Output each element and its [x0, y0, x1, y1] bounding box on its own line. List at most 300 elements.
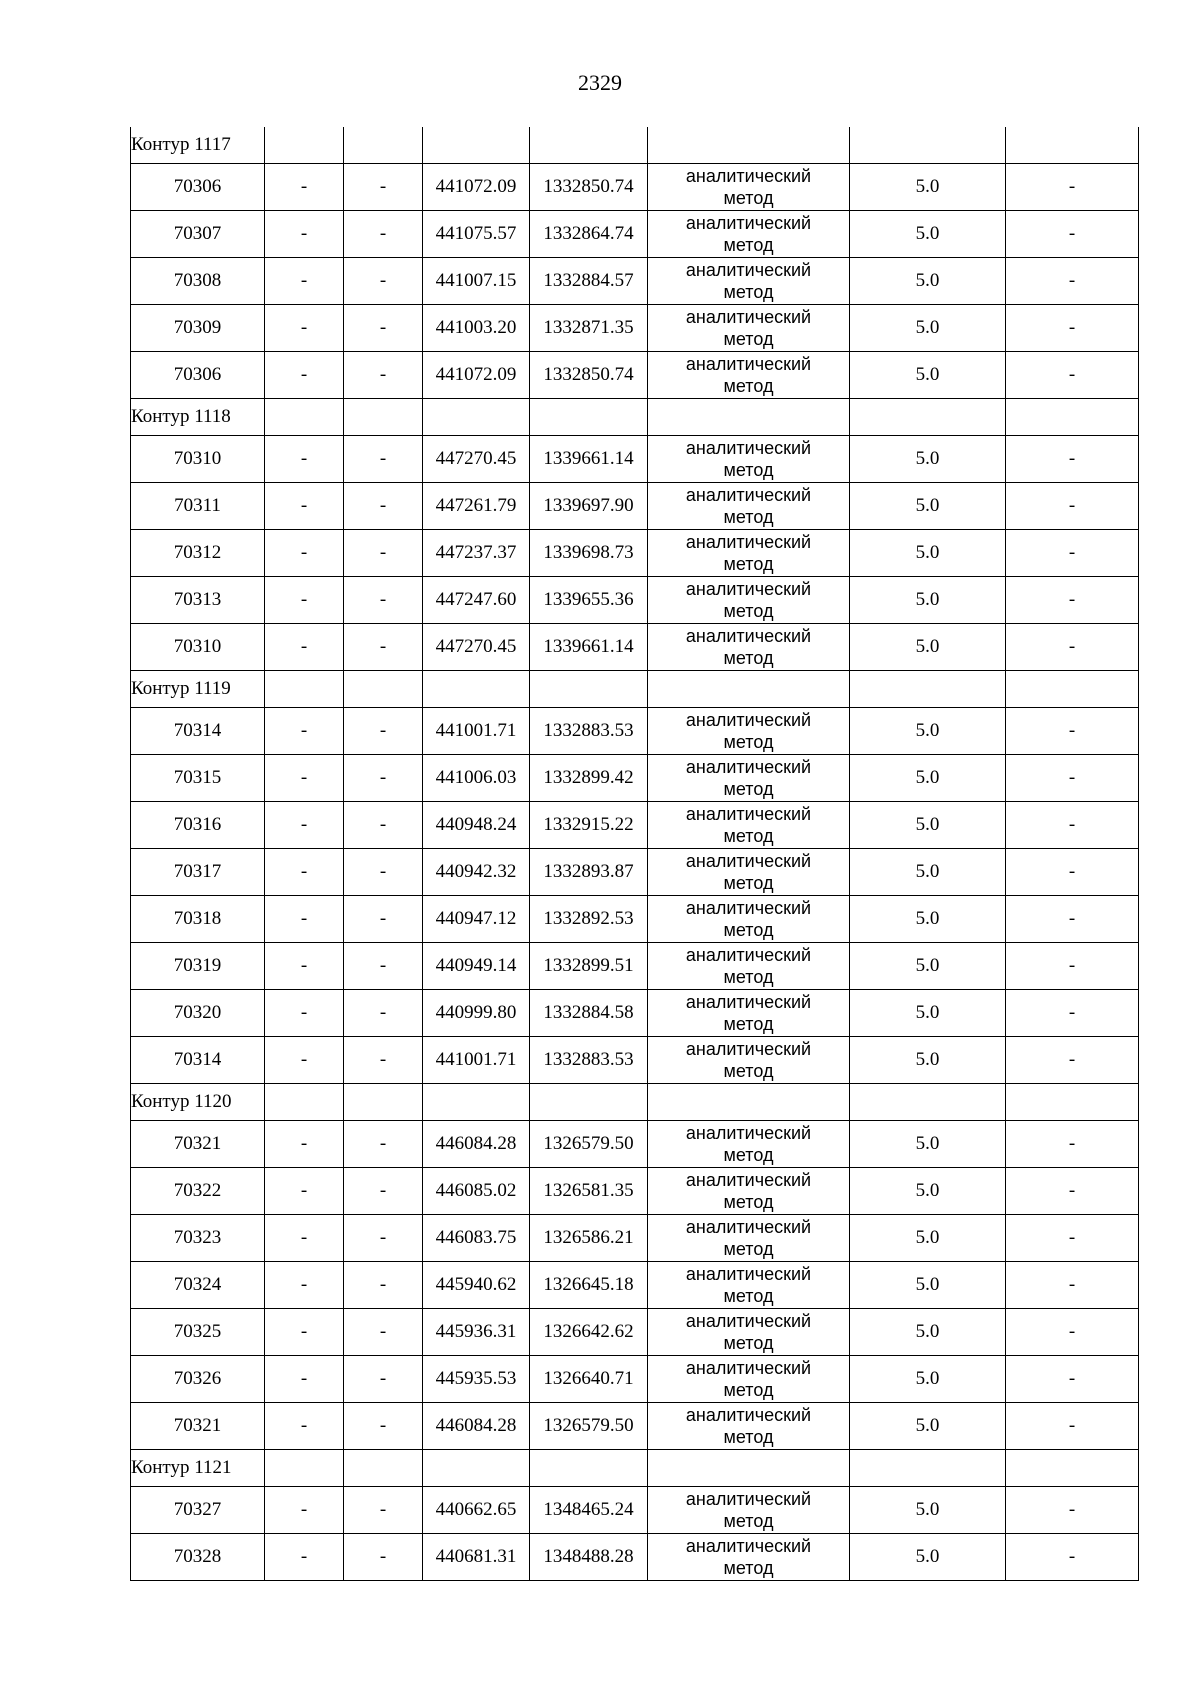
- table-row: [131, 530, 1139, 577]
- col2-cell: -: [265, 1487, 344, 1534]
- method-text-line: метод: [723, 873, 774, 893]
- point-id-cell: 70320: [131, 990, 265, 1037]
- description-cell: -: [1006, 896, 1139, 943]
- col3-cell: -: [344, 1121, 423, 1168]
- empty-cell: [1006, 127, 1139, 164]
- description-cell: -: [1006, 708, 1139, 755]
- description-cell: -: [1006, 943, 1139, 990]
- table-row: [131, 1356, 1139, 1403]
- empty-cell: [530, 127, 648, 164]
- description-cell: -: [1006, 483, 1139, 530]
- y-coordinate-cell: 1332883.53: [530, 1037, 648, 1084]
- empty-cell: [423, 1450, 530, 1487]
- empty-cell: [530, 1450, 648, 1487]
- point-id-cell: 70328: [131, 1534, 265, 1581]
- table-row: [131, 896, 1139, 943]
- description-cell: -: [1006, 990, 1139, 1037]
- col3-cell: -: [344, 577, 423, 624]
- description-cell: -: [1006, 1168, 1139, 1215]
- col2-cell: -: [265, 624, 344, 671]
- method-text-line: аналитический: [685, 626, 812, 646]
- description-cell: -: [1006, 1262, 1139, 1309]
- method-text-line: аналитический: [685, 260, 812, 280]
- accuracy-cell: 5.0: [850, 849, 1006, 896]
- col3-cell: -: [344, 1403, 423, 1450]
- method-cell: [648, 896, 850, 943]
- method-text-line: аналитический: [685, 710, 812, 730]
- y-coordinate-cell: 1332899.42: [530, 755, 648, 802]
- description-cell: -: [1006, 305, 1139, 352]
- table-row: [131, 1037, 1139, 1084]
- empty-cell: [648, 1084, 850, 1121]
- method-cell: [648, 305, 850, 352]
- point-id-cell: 70317: [131, 849, 265, 896]
- method-text-line: метод: [723, 1558, 774, 1578]
- empty-cell: [648, 127, 850, 164]
- method-text-line: метод: [723, 188, 774, 208]
- method-text-line: аналитический: [685, 1358, 812, 1378]
- method-text-line: метод: [723, 1239, 774, 1259]
- method-text-line: аналитический: [685, 1217, 812, 1237]
- method-cell: [648, 990, 850, 1037]
- table-row: [131, 755, 1139, 802]
- x-coordinate-cell: 445936.31: [423, 1309, 530, 1356]
- x-coordinate-cell: 447261.79: [423, 483, 530, 530]
- y-coordinate-cell: 1326581.35: [530, 1168, 648, 1215]
- col3-cell: -: [344, 755, 423, 802]
- method-text-line: аналитический: [685, 1405, 812, 1425]
- empty-cell: [423, 671, 530, 708]
- table-body: [131, 127, 1139, 1581]
- description-cell: -: [1006, 352, 1139, 399]
- accuracy-cell: 5.0: [850, 1168, 1006, 1215]
- accuracy-cell: 5.0: [850, 1403, 1006, 1450]
- x-coordinate-cell: 441003.20: [423, 305, 530, 352]
- method-text-line: метод: [723, 1014, 774, 1034]
- empty-cell: [850, 1450, 1006, 1487]
- method-cell: [648, 1534, 850, 1581]
- contour-label: Контур 1119: [131, 671, 265, 708]
- method-text-line: метод: [723, 1061, 774, 1081]
- col3-cell: -: [344, 305, 423, 352]
- method-cell: [648, 483, 850, 530]
- table-row: [131, 802, 1139, 849]
- y-coordinate-cell: 1339698.73: [530, 530, 648, 577]
- method-cell: [648, 1037, 850, 1084]
- method-cell: [648, 849, 850, 896]
- col3-cell: -: [344, 1356, 423, 1403]
- x-coordinate-cell: 447270.45: [423, 624, 530, 671]
- method-cell: [648, 164, 850, 211]
- method-cell: [648, 436, 850, 483]
- method-text-line: метод: [723, 1427, 774, 1447]
- point-id-cell: 70325: [131, 1309, 265, 1356]
- col3-cell: -: [344, 258, 423, 305]
- table-row: [131, 849, 1139, 896]
- description-cell: -: [1006, 1037, 1139, 1084]
- accuracy-cell: 5.0: [850, 1215, 1006, 1262]
- table-row: [131, 1534, 1139, 1581]
- empty-cell: [850, 671, 1006, 708]
- contour-label: Контур 1120: [131, 1084, 265, 1121]
- col3-cell: -: [344, 849, 423, 896]
- method-text-line: аналитический: [685, 804, 812, 824]
- table-row: [131, 1215, 1139, 1262]
- col2-cell: -: [265, 896, 344, 943]
- col2-cell: -: [265, 305, 344, 352]
- col3-cell: -: [344, 943, 423, 990]
- table-row: [131, 258, 1139, 305]
- y-coordinate-cell: 1332850.74: [530, 164, 648, 211]
- table-row: [131, 305, 1139, 352]
- table-row: [131, 352, 1139, 399]
- point-id-cell: 70314: [131, 1037, 265, 1084]
- empty-cell: [1006, 399, 1139, 436]
- col3-cell: -: [344, 1168, 423, 1215]
- point-id-cell: 70324: [131, 1262, 265, 1309]
- method-text-line: аналитический: [685, 851, 812, 871]
- col3-cell: -: [344, 708, 423, 755]
- method-text-line: метод: [723, 1333, 774, 1353]
- method-text-line: аналитический: [685, 898, 812, 918]
- col2-cell: -: [265, 1309, 344, 1356]
- y-coordinate-cell: 1339697.90: [530, 483, 648, 530]
- accuracy-cell: 5.0: [850, 1487, 1006, 1534]
- point-id-cell: 70306: [131, 352, 265, 399]
- method-text-line: аналитический: [685, 992, 812, 1012]
- description-cell: -: [1006, 211, 1139, 258]
- table-row: [131, 211, 1139, 258]
- y-coordinate-cell: 1326579.50: [530, 1403, 648, 1450]
- description-cell: -: [1006, 1121, 1139, 1168]
- accuracy-cell: 5.0: [850, 164, 1006, 211]
- description-cell: -: [1006, 164, 1139, 211]
- accuracy-cell: 5.0: [850, 258, 1006, 305]
- col2-cell: -: [265, 802, 344, 849]
- table-row: [131, 577, 1139, 624]
- empty-cell: [265, 671, 344, 708]
- method-cell: [648, 1487, 850, 1534]
- accuracy-cell: 5.0: [850, 1121, 1006, 1168]
- method-text-line: метод: [723, 507, 774, 527]
- empty-cell: [265, 1450, 344, 1487]
- y-coordinate-cell: 1332892.53: [530, 896, 648, 943]
- empty-cell: [1006, 1450, 1139, 1487]
- contour-label: Контур 1118: [131, 399, 265, 436]
- x-coordinate-cell: 440662.65: [423, 1487, 530, 1534]
- method-cell: [648, 1215, 850, 1262]
- point-id-cell: 70321: [131, 1121, 265, 1168]
- method-text-line: метод: [723, 648, 774, 668]
- empty-cell: [423, 1084, 530, 1121]
- point-id-cell: 70319: [131, 943, 265, 990]
- empty-cell: [344, 671, 423, 708]
- method-text-line: аналитический: [685, 1311, 812, 1331]
- method-text-line: аналитический: [685, 532, 812, 552]
- col2-cell: -: [265, 258, 344, 305]
- method-text-line: метод: [723, 601, 774, 621]
- table-row: [131, 1168, 1139, 1215]
- description-cell: -: [1006, 258, 1139, 305]
- point-id-cell: 70323: [131, 1215, 265, 1262]
- accuracy-cell: 5.0: [850, 896, 1006, 943]
- method-text-line: аналитический: [685, 1039, 812, 1059]
- y-coordinate-cell: 1332884.57: [530, 258, 648, 305]
- accuracy-cell: 5.0: [850, 352, 1006, 399]
- col2-cell: -: [265, 577, 344, 624]
- method-cell: [648, 1356, 850, 1403]
- col2-cell: -: [265, 1215, 344, 1262]
- method-cell: [648, 1403, 850, 1450]
- accuracy-cell: 5.0: [850, 1534, 1006, 1581]
- contour-header-row: [131, 1084, 1139, 1121]
- empty-cell: [850, 399, 1006, 436]
- method-cell: [648, 708, 850, 755]
- empty-cell: [265, 1084, 344, 1121]
- col3-cell: -: [344, 530, 423, 577]
- col2-cell: -: [265, 708, 344, 755]
- x-coordinate-cell: 440949.14: [423, 943, 530, 990]
- empty-cell: [344, 127, 423, 164]
- x-coordinate-cell: 440942.32: [423, 849, 530, 896]
- table-row: [131, 1121, 1139, 1168]
- empty-cell: [530, 1084, 648, 1121]
- table-row: [131, 164, 1139, 211]
- empty-cell: [1006, 671, 1139, 708]
- col2-cell: -: [265, 352, 344, 399]
- method-text-line: аналитический: [685, 1123, 812, 1143]
- method-text-line: метод: [723, 235, 774, 255]
- empty-cell: [530, 671, 648, 708]
- contour-header-row: [131, 1450, 1139, 1487]
- col2-cell: -: [265, 943, 344, 990]
- method-text-line: аналитический: [685, 166, 812, 186]
- empty-cell: [265, 399, 344, 436]
- col2-cell: -: [265, 1168, 344, 1215]
- empty-cell: [265, 127, 344, 164]
- accuracy-cell: 5.0: [850, 624, 1006, 671]
- method-text-line: аналитический: [685, 438, 812, 458]
- x-coordinate-cell: 441072.09: [423, 352, 530, 399]
- page-number: 2329: [578, 70, 622, 95]
- contour-label: Контур 1121: [131, 1450, 265, 1487]
- x-coordinate-cell: 440948.24: [423, 802, 530, 849]
- y-coordinate-cell: 1332915.22: [530, 802, 648, 849]
- col2-cell: -: [265, 1356, 344, 1403]
- col2-cell: -: [265, 1534, 344, 1581]
- point-id-cell: 70310: [131, 436, 265, 483]
- method-cell: [648, 755, 850, 802]
- accuracy-cell: 5.0: [850, 1262, 1006, 1309]
- description-cell: -: [1006, 1487, 1139, 1534]
- method-text-line: аналитический: [685, 307, 812, 327]
- y-coordinate-cell: 1326642.62: [530, 1309, 648, 1356]
- method-cell: [648, 211, 850, 258]
- point-id-cell: 70308: [131, 258, 265, 305]
- y-coordinate-cell: 1339655.36: [530, 577, 648, 624]
- col2-cell: -: [265, 990, 344, 1037]
- col2-cell: -: [265, 1262, 344, 1309]
- col3-cell: -: [344, 1534, 423, 1581]
- point-id-cell: 70318: [131, 896, 265, 943]
- method-cell: [648, 802, 850, 849]
- col3-cell: -: [344, 990, 423, 1037]
- method-text-line: метод: [723, 920, 774, 940]
- x-coordinate-cell: 447270.45: [423, 436, 530, 483]
- description-cell: -: [1006, 1403, 1139, 1450]
- table-row: [131, 483, 1139, 530]
- y-coordinate-cell: 1332871.35: [530, 305, 648, 352]
- x-coordinate-cell: 446083.75: [423, 1215, 530, 1262]
- y-coordinate-cell: 1332864.74: [530, 211, 648, 258]
- method-text-line: метод: [723, 282, 774, 302]
- description-cell: -: [1006, 755, 1139, 802]
- y-coordinate-cell: 1332884.58: [530, 990, 648, 1037]
- method-text-line: метод: [723, 826, 774, 846]
- method-text-line: метод: [723, 1511, 774, 1531]
- col3-cell: -: [344, 1487, 423, 1534]
- method-text-line: аналитический: [685, 757, 812, 777]
- point-id-cell: 70312: [131, 530, 265, 577]
- y-coordinate-cell: 1339661.14: [530, 436, 648, 483]
- point-id-cell: 70306: [131, 164, 265, 211]
- method-cell: [648, 1121, 850, 1168]
- x-coordinate-cell: 440681.31: [423, 1534, 530, 1581]
- table-row: [131, 1403, 1139, 1450]
- x-coordinate-cell: 447237.37: [423, 530, 530, 577]
- accuracy-cell: 5.0: [850, 305, 1006, 352]
- accuracy-cell: 5.0: [850, 211, 1006, 258]
- method-text-line: аналитический: [685, 1489, 812, 1509]
- col3-cell: -: [344, 1262, 423, 1309]
- method-text-line: метод: [723, 967, 774, 987]
- point-id-cell: 70327: [131, 1487, 265, 1534]
- accuracy-cell: 5.0: [850, 943, 1006, 990]
- col2-cell: -: [265, 755, 344, 802]
- method-cell: [648, 258, 850, 305]
- description-cell: -: [1006, 436, 1139, 483]
- method-text-line: аналитический: [685, 579, 812, 599]
- method-text-line: аналитический: [685, 485, 812, 505]
- col3-cell: -: [344, 1309, 423, 1356]
- contour-header-row: [131, 399, 1139, 436]
- col3-cell: -: [344, 164, 423, 211]
- empty-cell: [344, 1084, 423, 1121]
- method-cell: [648, 1168, 850, 1215]
- x-coordinate-cell: 441001.71: [423, 708, 530, 755]
- col3-cell: -: [344, 896, 423, 943]
- col3-cell: -: [344, 1037, 423, 1084]
- table-row: [131, 1487, 1139, 1534]
- empty-cell: [1006, 1084, 1139, 1121]
- accuracy-cell: 5.0: [850, 483, 1006, 530]
- description-cell: -: [1006, 802, 1139, 849]
- coordinates-table: [130, 127, 1139, 1581]
- y-coordinate-cell: 1326586.21: [530, 1215, 648, 1262]
- empty-cell: [850, 1084, 1006, 1121]
- method-cell: [648, 577, 850, 624]
- method-text-line: аналитический: [685, 945, 812, 965]
- method-cell: [648, 1262, 850, 1309]
- x-coordinate-cell: 441001.71: [423, 1037, 530, 1084]
- x-coordinate-cell: 440999.80: [423, 990, 530, 1037]
- point-id-cell: 70315: [131, 755, 265, 802]
- y-coordinate-cell: 1332893.87: [530, 849, 648, 896]
- table-row: [131, 436, 1139, 483]
- y-coordinate-cell: 1348465.24: [530, 1487, 648, 1534]
- point-id-cell: 70313: [131, 577, 265, 624]
- method-text-line: аналитический: [685, 1170, 812, 1190]
- description-cell: -: [1006, 1356, 1139, 1403]
- col3-cell: -: [344, 211, 423, 258]
- method-text-line: аналитический: [685, 1264, 812, 1284]
- method-text-line: аналитический: [685, 1536, 812, 1556]
- y-coordinate-cell: 1326645.18: [530, 1262, 648, 1309]
- point-id-cell: 70311: [131, 483, 265, 530]
- empty-cell: [648, 1450, 850, 1487]
- x-coordinate-cell: 441075.57: [423, 211, 530, 258]
- method-cell: [648, 1309, 850, 1356]
- description-cell: -: [1006, 530, 1139, 577]
- x-coordinate-cell: 446085.02: [423, 1168, 530, 1215]
- y-coordinate-cell: 1332850.74: [530, 352, 648, 399]
- point-id-cell: 70316: [131, 802, 265, 849]
- col3-cell: -: [344, 1215, 423, 1262]
- description-cell: -: [1006, 849, 1139, 896]
- y-coordinate-cell: 1326579.50: [530, 1121, 648, 1168]
- col2-cell: -: [265, 483, 344, 530]
- empty-cell: [648, 399, 850, 436]
- method-text-line: метод: [723, 1145, 774, 1165]
- accuracy-cell: 5.0: [850, 530, 1006, 577]
- method-text-line: метод: [723, 1380, 774, 1400]
- method-text-line: метод: [723, 376, 774, 396]
- description-cell: -: [1006, 1309, 1139, 1356]
- accuracy-cell: 5.0: [850, 1356, 1006, 1403]
- method-text-line: метод: [723, 779, 774, 799]
- empty-cell: [850, 127, 1006, 164]
- x-coordinate-cell: 445935.53: [423, 1356, 530, 1403]
- accuracy-cell: 5.0: [850, 755, 1006, 802]
- x-coordinate-cell: 446084.28: [423, 1403, 530, 1450]
- method-text-line: метод: [723, 732, 774, 752]
- method-text-line: аналитический: [685, 213, 812, 233]
- col3-cell: -: [344, 436, 423, 483]
- accuracy-cell: 5.0: [850, 436, 1006, 483]
- description-cell: -: [1006, 577, 1139, 624]
- contour-header-row: [131, 671, 1139, 708]
- method-text-line: метод: [723, 460, 774, 480]
- x-coordinate-cell: 440947.12: [423, 896, 530, 943]
- empty-cell: [344, 399, 423, 436]
- method-text-line: метод: [723, 329, 774, 349]
- x-coordinate-cell: 441072.09: [423, 164, 530, 211]
- table-row: [131, 1309, 1139, 1356]
- point-id-cell: 70321: [131, 1403, 265, 1450]
- method-text-line: метод: [723, 554, 774, 574]
- point-id-cell: 70314: [131, 708, 265, 755]
- point-id-cell: 70307: [131, 211, 265, 258]
- method-text-line: аналитический: [685, 354, 812, 374]
- col2-cell: -: [265, 1037, 344, 1084]
- table-row: [131, 1262, 1139, 1309]
- y-coordinate-cell: 1348488.28: [530, 1534, 648, 1581]
- table-row: [131, 990, 1139, 1037]
- point-id-cell: 70326: [131, 1356, 265, 1403]
- col3-cell: -: [344, 483, 423, 530]
- y-coordinate-cell: 1332883.53: [530, 708, 648, 755]
- accuracy-cell: 5.0: [850, 802, 1006, 849]
